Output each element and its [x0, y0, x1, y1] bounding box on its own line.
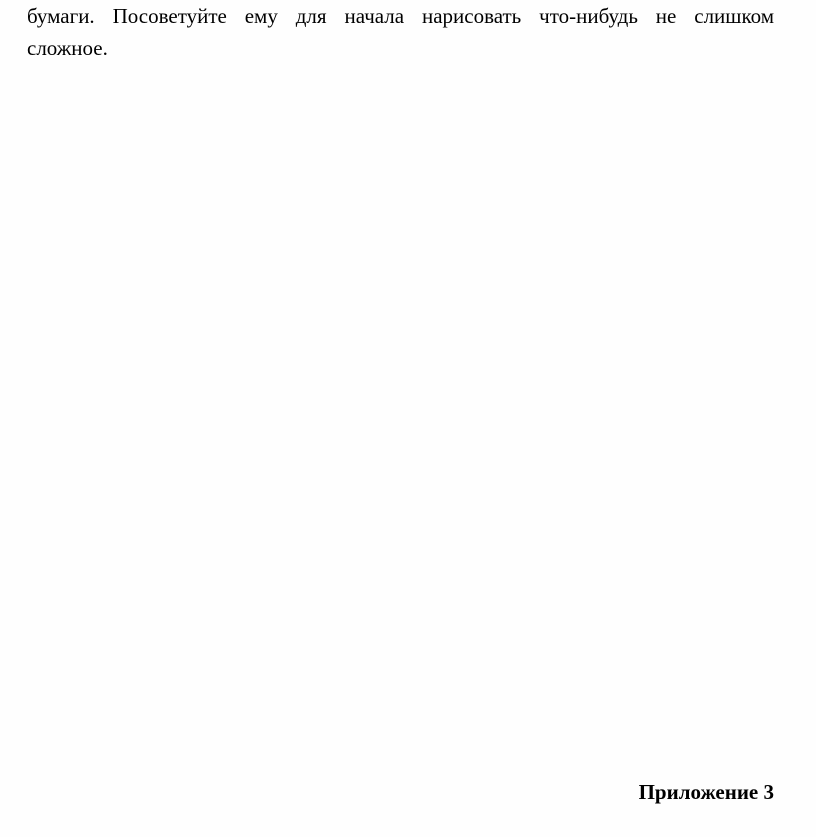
paragraph-line-1: бумаги. Посоветуйте ему для начала нарисовать что-нибудь не слишком [27, 4, 774, 28]
paragraph-line-2: сложное. [27, 36, 108, 60]
appendix-heading: Приложение 3 [638, 780, 774, 804]
